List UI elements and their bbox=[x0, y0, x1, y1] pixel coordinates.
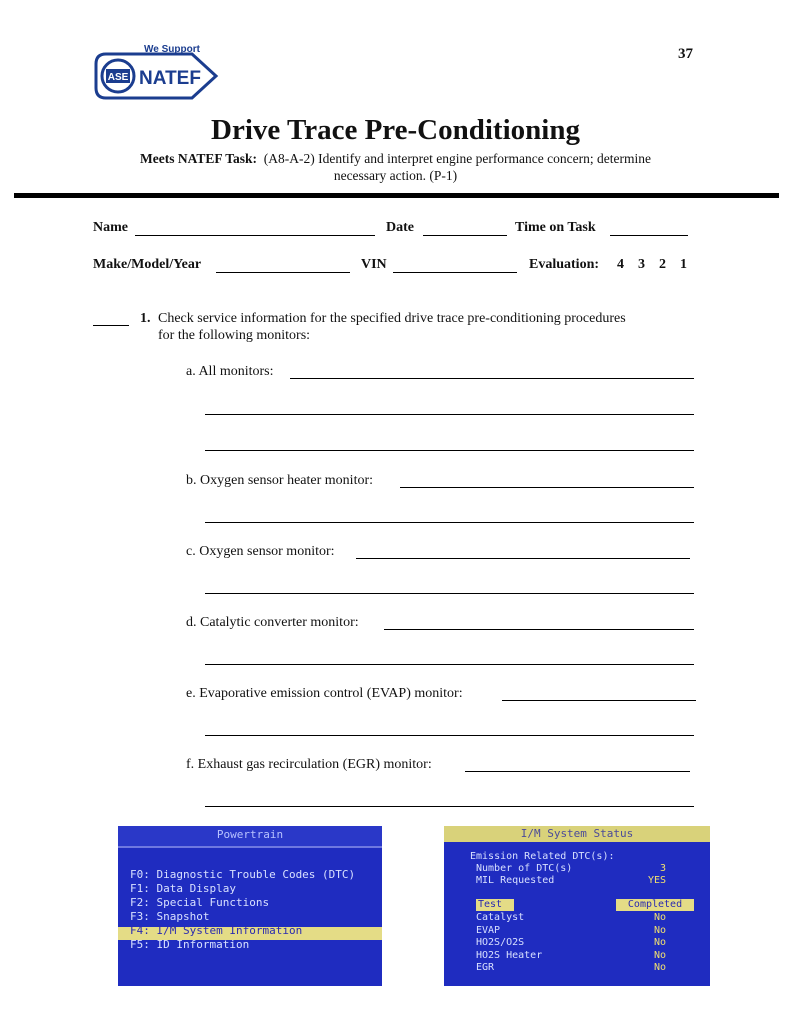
page-title: Drive Trace Pre-Conditioning bbox=[211, 114, 580, 146]
item-c-answer-line-2[interactable] bbox=[205, 593, 694, 594]
monitor-ho2s-heater-label: HO2S Heater bbox=[476, 949, 543, 961]
dtc-count-value: 3 bbox=[659, 863, 666, 874]
menu-item-data-display[interactable]: F1: Data Display bbox=[130, 882, 236, 895]
mil-requested-row bbox=[476, 875, 666, 887]
menu-item-im-system-info[interactable]: F4: I/M System Information bbox=[130, 924, 303, 937]
monitor-catalyst-label: Catalyst bbox=[476, 912, 525, 923]
item-b-label: b. Oxygen sensor heater monitor: bbox=[186, 473, 374, 488]
im-status-header: I/M System Status bbox=[520, 827, 634, 840]
monitor-status-list bbox=[476, 912, 666, 975]
task-line-1 bbox=[0, 150, 791, 167]
monitor-row bbox=[476, 950, 666, 963]
menu-item-id-information[interactable]: F5: ID Information bbox=[130, 938, 250, 951]
task-text-1: (A8-A-2) Identify and interpret engine performance concern; determine bbox=[263, 151, 651, 166]
item-f-answer-line-1[interactable] bbox=[465, 771, 690, 772]
name-label: Name bbox=[93, 220, 128, 235]
item-a-answer-line-2[interactable] bbox=[205, 414, 694, 415]
menu-item-snapshot[interactable]: F3: Snapshot bbox=[130, 910, 210, 923]
scan-tool-powertrain-photo bbox=[118, 826, 382, 986]
monitor-row bbox=[476, 925, 666, 938]
step-1-line-1: Check service information for the specified drive trace pre-conditioning procedures bbox=[158, 311, 626, 326]
monitor-egr-label: EGR bbox=[476, 962, 495, 973]
item-e-answer-line-1[interactable] bbox=[502, 700, 696, 701]
menu-item-special-functions[interactable]: F2: Special Functions bbox=[130, 896, 270, 909]
monitor-catalyst-value: No bbox=[653, 912, 666, 923]
monitor-ho2s-label: HO2S/O2S bbox=[476, 937, 525, 948]
evaluation-score-2[interactable]: 2 bbox=[659, 257, 666, 272]
monitor-row bbox=[476, 937, 666, 950]
powertrain-menu bbox=[130, 868, 355, 952]
monitor-ho2s-heater-value: No bbox=[653, 949, 666, 961]
dtc-summary bbox=[476, 863, 666, 887]
time-on-task-field[interactable] bbox=[610, 235, 688, 236]
monitor-ho2s-value: No bbox=[653, 937, 666, 948]
monitor-evap-label: EVAP bbox=[476, 924, 501, 936]
item-f-label: f. Exhaust gas recirculation (EGR) monitor: bbox=[186, 757, 432, 772]
name-field[interactable] bbox=[135, 235, 375, 236]
item-d-label: d. Catalytic converter monitor: bbox=[186, 615, 359, 630]
item-d-answer-line-1[interactable] bbox=[384, 629, 694, 630]
make-model-year-field[interactable] bbox=[216, 272, 350, 273]
date-label: Date bbox=[386, 220, 414, 235]
dtc-section-label: Emission Related DTC(s): bbox=[470, 851, 615, 862]
task-description bbox=[0, 150, 791, 184]
task-label: Meets NATEF Task: bbox=[140, 151, 258, 166]
evaluation-label: Evaluation: bbox=[529, 257, 600, 272]
vin-field[interactable] bbox=[393, 272, 517, 273]
item-a-answer-line-3[interactable] bbox=[205, 450, 694, 451]
natef-logo-graphic bbox=[92, 40, 222, 110]
task-text-2: necessary action. (P-1) bbox=[333, 168, 458, 183]
page-number: 37 bbox=[678, 46, 693, 62]
test-header-row bbox=[476, 899, 704, 911]
item-a-answer-line-1[interactable] bbox=[290, 378, 694, 379]
step-1-number: 1. bbox=[140, 311, 151, 326]
test-label: Test bbox=[476, 899, 514, 911]
logo-ase-text: ASE bbox=[107, 72, 129, 83]
item-c-answer-line-1[interactable] bbox=[356, 558, 690, 559]
mil-requested-value: YES bbox=[647, 875, 666, 886]
natef-logo bbox=[92, 40, 222, 110]
make-model-year-label: Make/Model/Year bbox=[93, 257, 202, 272]
mil-requested-label: MIL Requested bbox=[476, 875, 555, 886]
evaluation-scores bbox=[617, 257, 707, 273]
item-b-answer-line-2[interactable] bbox=[205, 522, 694, 523]
item-d-answer-line-2[interactable] bbox=[205, 664, 694, 665]
step-1-line-2: for the following monitors: bbox=[158, 328, 311, 343]
item-c-label: c. Oxygen sensor monitor: bbox=[186, 544, 335, 559]
item-f-answer-line-2[interactable] bbox=[205, 806, 694, 807]
powertrain-header: Powertrain bbox=[216, 828, 284, 841]
evaluation-score-4[interactable]: 4 bbox=[617, 257, 624, 272]
monitor-row bbox=[476, 912, 666, 925]
evaluation-score-3[interactable]: 3 bbox=[638, 257, 645, 272]
monitor-egr-value: No bbox=[653, 962, 666, 973]
logo-support-text: We Support bbox=[144, 44, 200, 55]
item-e-answer-line-2[interactable] bbox=[205, 735, 694, 736]
scan-tool-im-status-photo bbox=[444, 826, 710, 986]
evaluation-score-1[interactable]: 1 bbox=[680, 257, 687, 272]
test-completed-label: Completed bbox=[616, 899, 694, 911]
logo-natef-text: NATEF bbox=[139, 68, 201, 89]
item-a-label: a. All monitors: bbox=[186, 364, 274, 379]
dtc-count-label: Number of DTC(s) bbox=[476, 863, 573, 874]
dtc-count-row bbox=[476, 863, 666, 875]
menu-item-dtc[interactable]: F0: Diagnostic Trouble Codes (DTC) bbox=[130, 868, 356, 881]
item-e-label: e. Evaporative emission control (EVAP) monitor: bbox=[186, 686, 463, 701]
step-1-checkoff[interactable] bbox=[93, 325, 129, 326]
monitor-row bbox=[476, 962, 666, 975]
monitor-evap-value: No bbox=[653, 924, 666, 936]
date-field[interactable] bbox=[423, 235, 507, 236]
item-b-answer-line-1[interactable] bbox=[400, 487, 694, 488]
divider bbox=[14, 193, 779, 198]
time-on-task-label: Time on Task bbox=[515, 220, 596, 235]
vin-label: VIN bbox=[361, 257, 387, 272]
